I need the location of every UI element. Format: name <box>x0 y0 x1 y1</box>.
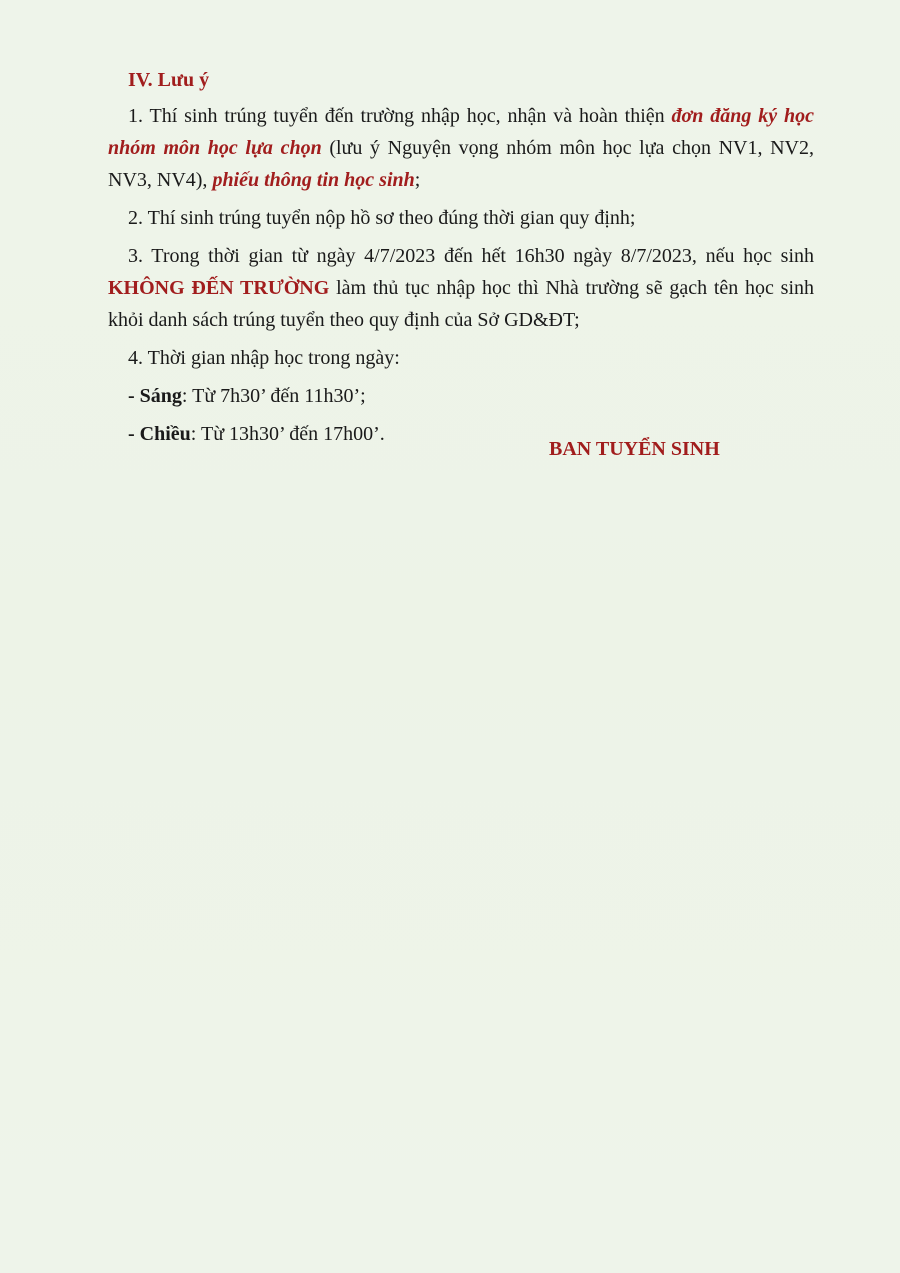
notice-item-4: 4. Thời gian nhập học trong ngày: <box>128 347 400 369</box>
student-info-form-emphasis: phiếu thông tin học sinh <box>212 169 415 191</box>
schedule-afternoon-time: : Từ 13h30’ đến 17h00’. <box>190 423 385 445</box>
registration-form-emphasis: đơn đăng ký học nhóm môn học lựa chọn <box>108 105 814 159</box>
notice-content <box>108 64 814 456</box>
notice-item-1-text-a: 1. Thí sinh trúng tuyển đến trường nhập học, nhận và hoàn thiện <box>128 105 672 127</box>
schedule-afternoon-prefix: - <box>128 423 140 445</box>
notice-item-1 <box>108 100 814 196</box>
notice-item-1-text-c: ; <box>414 169 421 191</box>
notice-item-2: 2. Thí sinh trúng tuyển nộp hồ sơ theo đúng thời gian quy định; <box>128 207 636 229</box>
notice-item-1-text-b: (lưu ý Nguyện vọng nhóm môn học lựa chọn NV1, NV2, NV3, NV4), <box>108 137 814 191</box>
signature-admissions-board: BAN TUYỂN SINH <box>549 438 720 460</box>
schedule-morning-label: Sáng <box>139 385 182 407</box>
schedule-morning-time: : Từ 7h30’ đến 11h30’; <box>181 385 366 407</box>
notice-item-3-text-b: làm thủ tục nhập học thì Nhà trường sẽ gạch tên học sinh khỏi danh sách trúng tuyển theo quy định của Sở GD&ĐT; <box>108 277 814 331</box>
not-attending-emphasis: KHÔNG ĐẾN TRƯỜNG <box>108 277 330 299</box>
notice-item-3-text-a: 3. Trong thời gian từ ngày 4/7/2023 đến hết 16h30 ngày 8/7/2023, nếu học sinh <box>128 245 814 267</box>
schedule-morning <box>128 380 814 412</box>
notice-item-3 <box>108 240 814 336</box>
section-heading: IV. Lưu ý <box>128 69 210 91</box>
schedule-afternoon-label: Chiều <box>139 423 191 445</box>
schedule-morning-prefix: - <box>128 385 140 407</box>
